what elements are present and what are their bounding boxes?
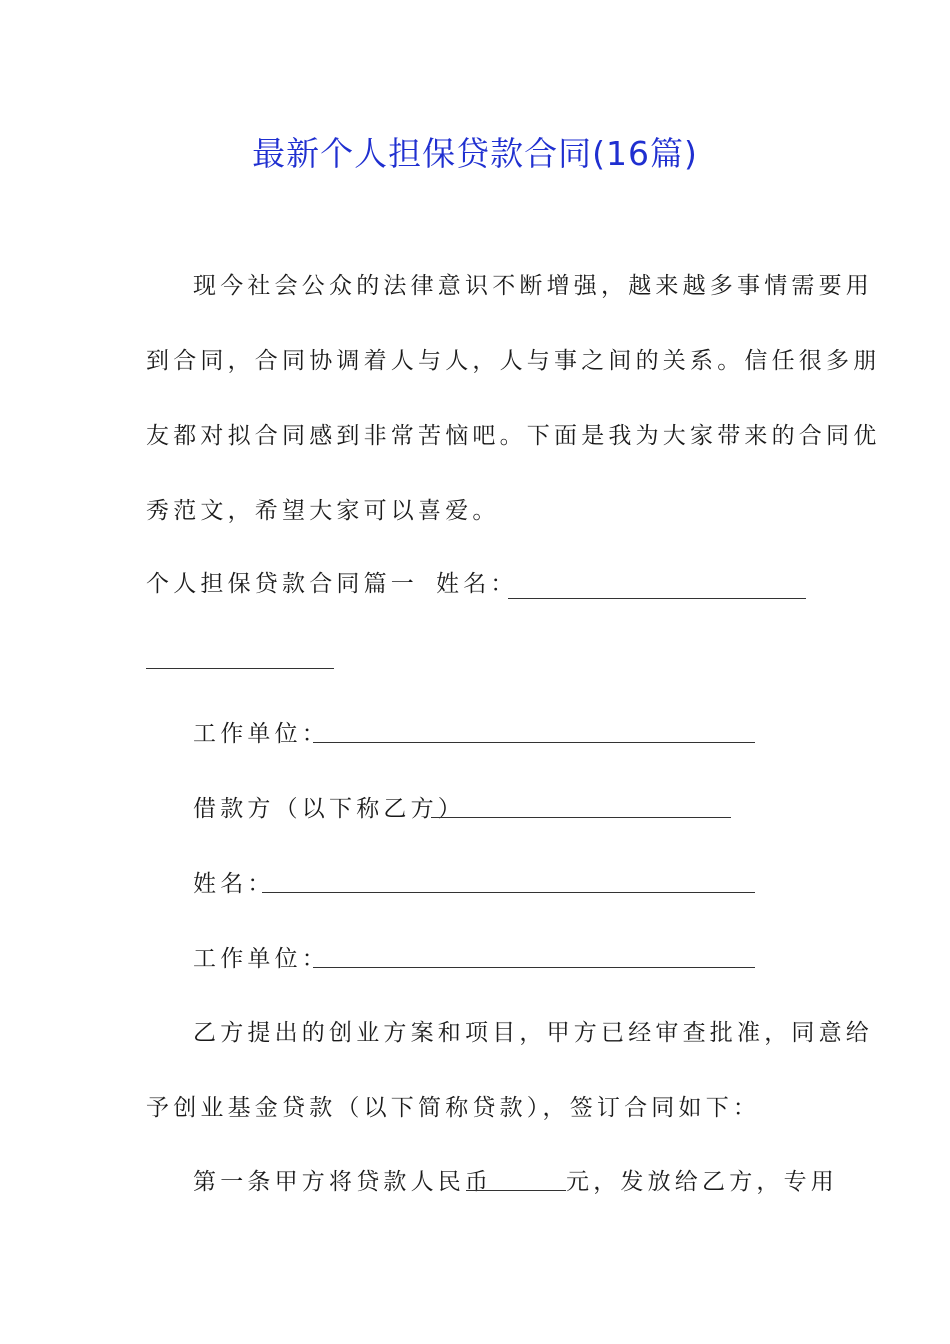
borrower-name-label: 姓名：	[193, 871, 275, 897]
intro-line-2: 到合同，合同协调着人与人，人与事之间的关系。信任很多朋	[146, 348, 881, 374]
name-blank-line	[508, 576, 806, 599]
section-heading: 个人担保贷款合同篇一	[146, 571, 418, 597]
work-unit-blank	[313, 720, 755, 743]
borrower-blank	[431, 795, 731, 818]
intro-line-4: 秀范文，希望大家可以喜爱。	[146, 498, 500, 524]
borrower-label: 借款方（以下称乙方）	[193, 796, 465, 822]
article-1-end: 元，发放给乙方，专用	[566, 1169, 838, 1195]
intro-line-1: 现今社会公众的法律意识不断增强，越来越多事情需要用	[193, 273, 873, 299]
borrower-work-unit-label: 工作单位：	[193, 946, 329, 972]
amount-blank	[466, 1168, 566, 1191]
intro-line-3: 友都对拟合同感到非常苦恼吧。下面是我为大家带来的合同优	[146, 423, 881, 449]
document-title: 最新个人担保贷款合同(16篇)	[252, 134, 698, 173]
work-unit-label: 工作单位：	[193, 721, 329, 747]
borrower-name-blank	[262, 870, 755, 893]
name-field-label: 姓名：	[436, 571, 518, 597]
borrower-work-unit-blank	[313, 945, 755, 968]
body-line-1: 乙方提出的创业方案和项目，甲方已经审查批准，同意给	[193, 1020, 873, 1046]
name-blank-continuation	[146, 646, 334, 669]
body-line-2: 予创业基金贷款（以下简称贷款），签订合同如下：	[146, 1095, 761, 1121]
article-1-start: 第一条甲方将贷款人民币	[193, 1169, 493, 1195]
